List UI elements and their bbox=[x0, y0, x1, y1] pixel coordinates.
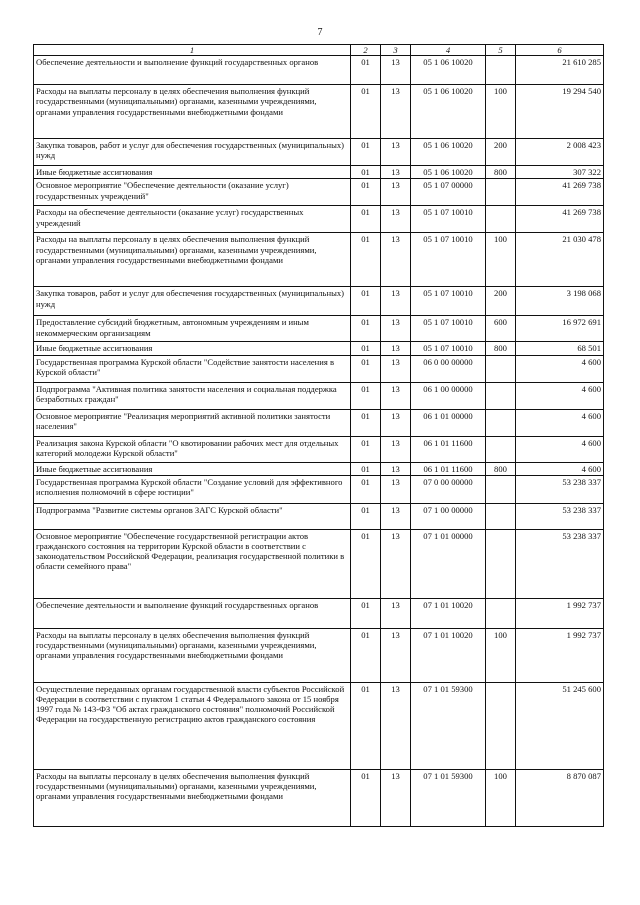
row-section-cell: 01 bbox=[351, 462, 381, 475]
table-row bbox=[34, 462, 604, 475]
row-amount-cell: 8 870 087 bbox=[516, 769, 604, 826]
row-target-article-cell: 07 1 01 59300 bbox=[411, 769, 486, 826]
row-name-cell: Основное мероприятие "Реализация мероприятий активной политики занятости населения" bbox=[34, 409, 351, 436]
row-target-article-cell: 05 1 06 10020 bbox=[411, 85, 486, 139]
table-row bbox=[34, 529, 604, 598]
row-amount-cell: 21 030 478 bbox=[516, 233, 604, 287]
row-expense-type-cell bbox=[486, 179, 516, 206]
row-expense-type-cell bbox=[486, 56, 516, 85]
row-section-cell: 01 bbox=[351, 382, 381, 409]
row-name-cell: Обеспечение деятельности и выполнение функций государственных органов bbox=[34, 598, 351, 628]
row-section-cell: 01 bbox=[351, 355, 381, 382]
row-expense-type-cell: 800 bbox=[486, 166, 516, 179]
row-amount-cell: 53 238 337 bbox=[516, 503, 604, 529]
row-name-cell: Основное мероприятие "Обеспечение государственной регистрации актов гражданского состояния на территории Курской области в соответствии с законодательством Российской Федерации, реализация государственной политики в области семейного права" bbox=[34, 529, 351, 598]
row-name-cell: Расходы на выплаты персоналу в целях обеспечения выполнения функций государственными (муниципальными) органами, казенными учреждениями, органами управления государственными внебюджетными фондами bbox=[34, 769, 351, 826]
row-target-article-cell: 05 1 07 10010 bbox=[411, 233, 486, 287]
row-name-cell: Расходы на выплаты персоналу в целях обеспечения выполнения функций государственными (муниципальными) органами, казенными учреждениями, органами управления государственными внебюджетными фондами bbox=[34, 233, 351, 287]
row-amount-cell: 1 992 737 bbox=[516, 628, 604, 682]
row-amount-cell: 41 269 738 bbox=[516, 206, 604, 233]
row-section-cell: 01 bbox=[351, 139, 381, 166]
row-section-cell: 01 bbox=[351, 769, 381, 826]
row-amount-cell: 4 600 bbox=[516, 355, 604, 382]
row-expense-type-cell: 100 bbox=[486, 233, 516, 287]
row-name-cell: Подпрограмма "Развитие системы органов ЗАГС Курской области" bbox=[34, 503, 351, 529]
row-expense-type-cell: 100 bbox=[486, 769, 516, 826]
row-name-cell: Иные бюджетные ассигнования bbox=[34, 166, 351, 179]
row-section-cell: 01 bbox=[351, 206, 381, 233]
table-row bbox=[34, 409, 604, 436]
row-name-cell: Обеспечение деятельности и выполнение функций государственных органов bbox=[34, 56, 351, 85]
table-row bbox=[34, 598, 604, 628]
row-target-article-cell: 07 1 00 00000 bbox=[411, 503, 486, 529]
row-amount-cell: 4 600 bbox=[516, 409, 604, 436]
row-subsection-cell: 13 bbox=[381, 342, 411, 355]
row-expense-type-cell bbox=[486, 206, 516, 233]
row-name-cell: Иные бюджетные ассигнования bbox=[34, 342, 351, 355]
row-target-article-cell: 07 1 01 59300 bbox=[411, 682, 486, 769]
row-amount-cell: 68 501 bbox=[516, 342, 604, 355]
row-section-cell: 01 bbox=[351, 166, 381, 179]
row-subsection-cell: 13 bbox=[381, 462, 411, 475]
row-target-article-cell: 05 1 06 10020 bbox=[411, 139, 486, 166]
row-amount-cell: 53 238 337 bbox=[516, 529, 604, 598]
row-subsection-cell: 13 bbox=[381, 436, 411, 462]
row-subsection-cell: 13 bbox=[381, 139, 411, 166]
row-name-cell: Предоставление субсидий бюджетным, автономным учреждениям и иным некоммерческим организациям bbox=[34, 316, 351, 342]
row-amount-cell: 307 322 bbox=[516, 166, 604, 179]
row-subsection-cell: 13 bbox=[381, 179, 411, 206]
row-subsection-cell: 13 bbox=[381, 166, 411, 179]
row-subsection-cell: 13 bbox=[381, 409, 411, 436]
row-target-article-cell: 07 1 01 10020 bbox=[411, 598, 486, 628]
row-amount-cell: 1 992 737 bbox=[516, 598, 604, 628]
row-target-article-cell: 05 1 07 10010 bbox=[411, 316, 486, 342]
col-header-target-article: 4 bbox=[411, 45, 486, 56]
row-name-cell: Реализация закона Курской области "О квотировании рабочих мест для отдельных категорий молодежи Курской области" bbox=[34, 436, 351, 462]
table-row bbox=[34, 382, 604, 409]
row-amount-cell: 3 198 068 bbox=[516, 287, 604, 316]
row-name-cell: Основное мероприятие "Обеспечение деятельности (оказание услуг) государственных учреждений" bbox=[34, 179, 351, 206]
row-target-article-cell: 05 1 07 10010 bbox=[411, 287, 486, 316]
table-row bbox=[34, 233, 604, 287]
header-row bbox=[34, 45, 604, 56]
row-amount-cell: 4 600 bbox=[516, 382, 604, 409]
table-row bbox=[34, 769, 604, 826]
row-name-cell: Осуществление переданных органам государственной власти субъектов Российской Федерации в соответствии с пунктом 1 статьи 4 Федерального закона от 15 ноября 1997 года № 143-ФЗ "Об актах гражданского состояния" полномочий Российской Федерации на государственную регистрацию актов гражданского состояния bbox=[34, 682, 351, 769]
page-number: 7 bbox=[317, 27, 323, 38]
row-amount-cell: 19 294 540 bbox=[516, 85, 604, 139]
row-amount-cell: 4 600 bbox=[516, 462, 604, 475]
row-section-cell: 01 bbox=[351, 85, 381, 139]
col-header-subsection: 3 bbox=[381, 45, 411, 56]
row-section-cell: 01 bbox=[351, 475, 381, 503]
col-header-expense-type: 5 bbox=[486, 45, 516, 56]
table-row bbox=[34, 287, 604, 316]
row-expense-type-cell: 200 bbox=[486, 287, 516, 316]
table-row bbox=[34, 139, 604, 166]
row-expense-type-cell: 100 bbox=[486, 628, 516, 682]
row-expense-type-cell bbox=[486, 529, 516, 598]
row-target-article-cell: 05 1 07 10010 bbox=[411, 342, 486, 355]
row-subsection-cell: 13 bbox=[381, 682, 411, 769]
row-section-cell: 01 bbox=[351, 287, 381, 316]
row-target-article-cell: 07 0 00 00000 bbox=[411, 475, 486, 503]
row-amount-cell: 53 238 337 bbox=[516, 475, 604, 503]
row-name-cell: Закупка товаров, работ и услуг для обеспечения государственных (муниципальных) нужд bbox=[34, 287, 351, 316]
col-header-name: 1 bbox=[34, 45, 351, 56]
row-name-cell: Расходы на выплаты персоналу в целях обеспечения выполнения функций государственными (муниципальными) органами, казенными учреждениями, органами управления государственными внебюджетными фондами bbox=[34, 85, 351, 139]
table-row bbox=[34, 475, 604, 503]
row-target-article-cell: 06 1 00 00000 bbox=[411, 382, 486, 409]
row-section-cell: 01 bbox=[351, 682, 381, 769]
table-row bbox=[34, 355, 604, 382]
col-header-section: 2 bbox=[351, 45, 381, 56]
row-target-article-cell: 05 1 06 10020 bbox=[411, 166, 486, 179]
row-subsection-cell: 13 bbox=[381, 316, 411, 342]
table-row bbox=[34, 316, 604, 342]
row-target-article-cell: 06 1 01 00000 bbox=[411, 409, 486, 436]
row-expense-type-cell bbox=[486, 382, 516, 409]
row-section-cell: 01 bbox=[351, 598, 381, 628]
table-row bbox=[34, 682, 604, 769]
row-expense-type-cell: 600 bbox=[486, 316, 516, 342]
row-section-cell: 01 bbox=[351, 233, 381, 287]
row-target-article-cell: 05 1 06 10020 bbox=[411, 56, 486, 85]
row-subsection-cell: 13 bbox=[381, 56, 411, 85]
row-subsection-cell: 13 bbox=[381, 529, 411, 598]
table-row bbox=[34, 85, 604, 139]
table-row bbox=[34, 166, 604, 179]
row-amount-cell: 16 972 691 bbox=[516, 316, 604, 342]
row-target-article-cell: 06 0 00 00000 bbox=[411, 355, 486, 382]
row-expense-type-cell bbox=[486, 355, 516, 382]
row-name-cell: Расходы на выплаты персоналу в целях обеспечения выполнения функций государственными (муниципальными) органами, казенными учреждениями, органами управления государственными внебюджетными фондами bbox=[34, 628, 351, 682]
row-name-cell: Иные бюджетные ассигнования bbox=[34, 462, 351, 475]
row-expense-type-cell bbox=[486, 436, 516, 462]
row-subsection-cell: 13 bbox=[381, 287, 411, 316]
row-expense-type-cell bbox=[486, 503, 516, 529]
row-target-article-cell: 06 1 01 11600 bbox=[411, 462, 486, 475]
row-target-article-cell: 07 1 01 10020 bbox=[411, 628, 486, 682]
row-amount-cell: 4 600 bbox=[516, 436, 604, 462]
row-target-article-cell: 05 1 07 10010 bbox=[411, 206, 486, 233]
row-section-cell: 01 bbox=[351, 409, 381, 436]
row-subsection-cell: 13 bbox=[381, 769, 411, 826]
table-row bbox=[34, 179, 604, 206]
table-row bbox=[34, 503, 604, 529]
row-name-cell: Закупка товаров, работ и услуг для обеспечения государственных (муниципальных) нужд bbox=[34, 139, 351, 166]
row-section-cell: 01 bbox=[351, 316, 381, 342]
row-section-cell: 01 bbox=[351, 529, 381, 598]
row-expense-type-cell: 800 bbox=[486, 342, 516, 355]
row-amount-cell: 51 245 600 bbox=[516, 682, 604, 769]
row-expense-type-cell bbox=[486, 682, 516, 769]
row-subsection-cell: 13 bbox=[381, 85, 411, 139]
row-amount-cell: 21 610 285 bbox=[516, 56, 604, 85]
table-row bbox=[34, 206, 604, 233]
row-expense-type-cell bbox=[486, 598, 516, 628]
row-section-cell: 01 bbox=[351, 179, 381, 206]
row-section-cell: 01 bbox=[351, 342, 381, 355]
row-expense-type-cell: 800 bbox=[486, 462, 516, 475]
row-subsection-cell: 13 bbox=[381, 206, 411, 233]
row-name-cell: Подпрограмма "Активная политика занятости населения и социальная поддержка безработных граждан" bbox=[34, 382, 351, 409]
row-subsection-cell: 13 bbox=[381, 598, 411, 628]
row-expense-type-cell: 200 bbox=[486, 139, 516, 166]
row-amount-cell: 41 269 738 bbox=[516, 179, 604, 206]
row-subsection-cell: 13 bbox=[381, 355, 411, 382]
row-expense-type-cell bbox=[486, 409, 516, 436]
row-subsection-cell: 13 bbox=[381, 233, 411, 287]
table-row bbox=[34, 436, 604, 462]
row-target-article-cell: 07 1 01 00000 bbox=[411, 529, 486, 598]
row-name-cell: Расходы на обеспечение деятельности (оказание услуг) государственных учреждений bbox=[34, 206, 351, 233]
row-amount-cell: 2 008 423 bbox=[516, 139, 604, 166]
row-expense-type-cell bbox=[486, 475, 516, 503]
table-row bbox=[34, 628, 604, 682]
row-subsection-cell: 13 bbox=[381, 475, 411, 503]
col-header-amount: 6 bbox=[516, 45, 604, 56]
row-name-cell: Государственная программа Курской области "Создание условий для эффективного исполнения полномочий в сфере юстиции" bbox=[34, 475, 351, 503]
row-section-cell: 01 bbox=[351, 56, 381, 85]
row-subsection-cell: 13 bbox=[381, 382, 411, 409]
table-row bbox=[34, 342, 604, 355]
row-expense-type-cell: 100 bbox=[486, 85, 516, 139]
row-subsection-cell: 13 bbox=[381, 503, 411, 529]
row-section-cell: 01 bbox=[351, 503, 381, 529]
row-section-cell: 01 bbox=[351, 628, 381, 682]
row-name-cell: Государственная программа Курской области "Содействие занятости населения в Курской области" bbox=[34, 355, 351, 382]
budget-table bbox=[33, 44, 604, 827]
row-target-article-cell: 05 1 07 00000 bbox=[411, 179, 486, 206]
row-target-article-cell: 06 1 01 11600 bbox=[411, 436, 486, 462]
row-subsection-cell: 13 bbox=[381, 628, 411, 682]
table-row bbox=[34, 56, 604, 85]
row-section-cell: 01 bbox=[351, 436, 381, 462]
